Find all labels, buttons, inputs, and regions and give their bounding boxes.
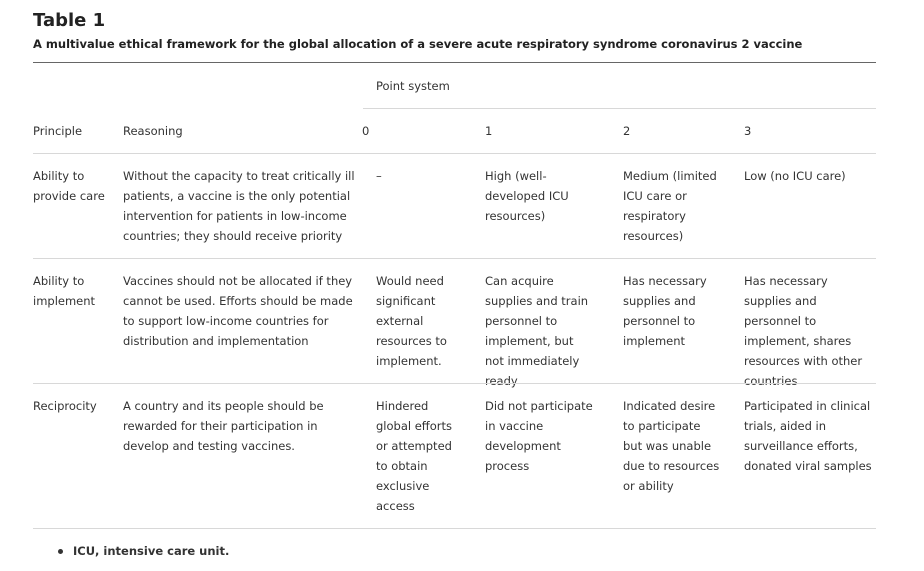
row-1-point-1: High (well-developed ICU resources) [485,169,569,223]
col-header-3: 3 [744,124,752,138]
table-title: Table 1 [33,10,106,31]
row-1-rule [33,258,876,259]
bottom-rule [33,528,876,529]
row-3-point-0: Hindered global efforts or attempted to obtain exclusive access [376,399,452,513]
row-2-reasoning: Vaccines should not be allocated if they cannot be used. Efforts should be made to support low-income countries for distribution and implementation [123,274,353,348]
row-1-principle: Ability to provide care [33,169,105,203]
col-header-reasoning: Reasoning [123,124,183,138]
row-1-point-0: – [376,169,382,183]
col-header-2: 2 [623,124,631,138]
row-1-point-2: Medium (limited ICU care or respiratory resources) [623,169,717,243]
row-3-principle: Reciprocity [33,399,97,413]
row-2-point-1: Can acquire supplies and train personnel to implement, but not immediately ready [485,274,589,388]
row-2-principle: Ability to implement [33,274,96,308]
point-system-rule [363,108,876,109]
row-2-point-0: Would need significant external resources to implement. [376,274,447,368]
row-1-point-3: Low (no ICU care) [744,169,846,183]
col-header-1: 1 [485,124,493,138]
top-rule [33,62,876,63]
row-3-point-2: Indicated desire to participate but was unable due to resources or ability [623,399,720,493]
row-2-point-2: Has necessary supplies and personnel to implement [623,274,707,348]
row-3-reasoning: A country and its people should be rewarded for their participation in develop and testing vaccines. [123,399,324,453]
table-caption: A multivalue ethical framework for the global allocation of a severe acute respiratory syndrome coronavirus 2 vaccine [33,37,803,51]
row-3-point-1: Did not participate in vaccine development process [485,399,593,473]
col-header-0: 0 [362,124,370,138]
footnote: ICU, intensive care unit. [73,544,230,558]
row-3-point-3: Participated in clinical trials, aided in surveillance efforts, donated viral samples [744,399,872,473]
row-1-reasoning: Without the capacity to treat critically ill patients, a vaccine is the only potential intervention for patients in low-income countries; they should receive priority [123,169,355,243]
col-header-principle: Principle [33,124,83,138]
point-system-header: Point system [376,79,450,93]
row-2-rule [33,383,876,384]
footnote-bullet-icon [58,549,63,554]
header-rule [33,153,876,154]
row-2-point-3: Has necessary supplies and personnel to implement, shares resources with other countries [744,274,863,388]
